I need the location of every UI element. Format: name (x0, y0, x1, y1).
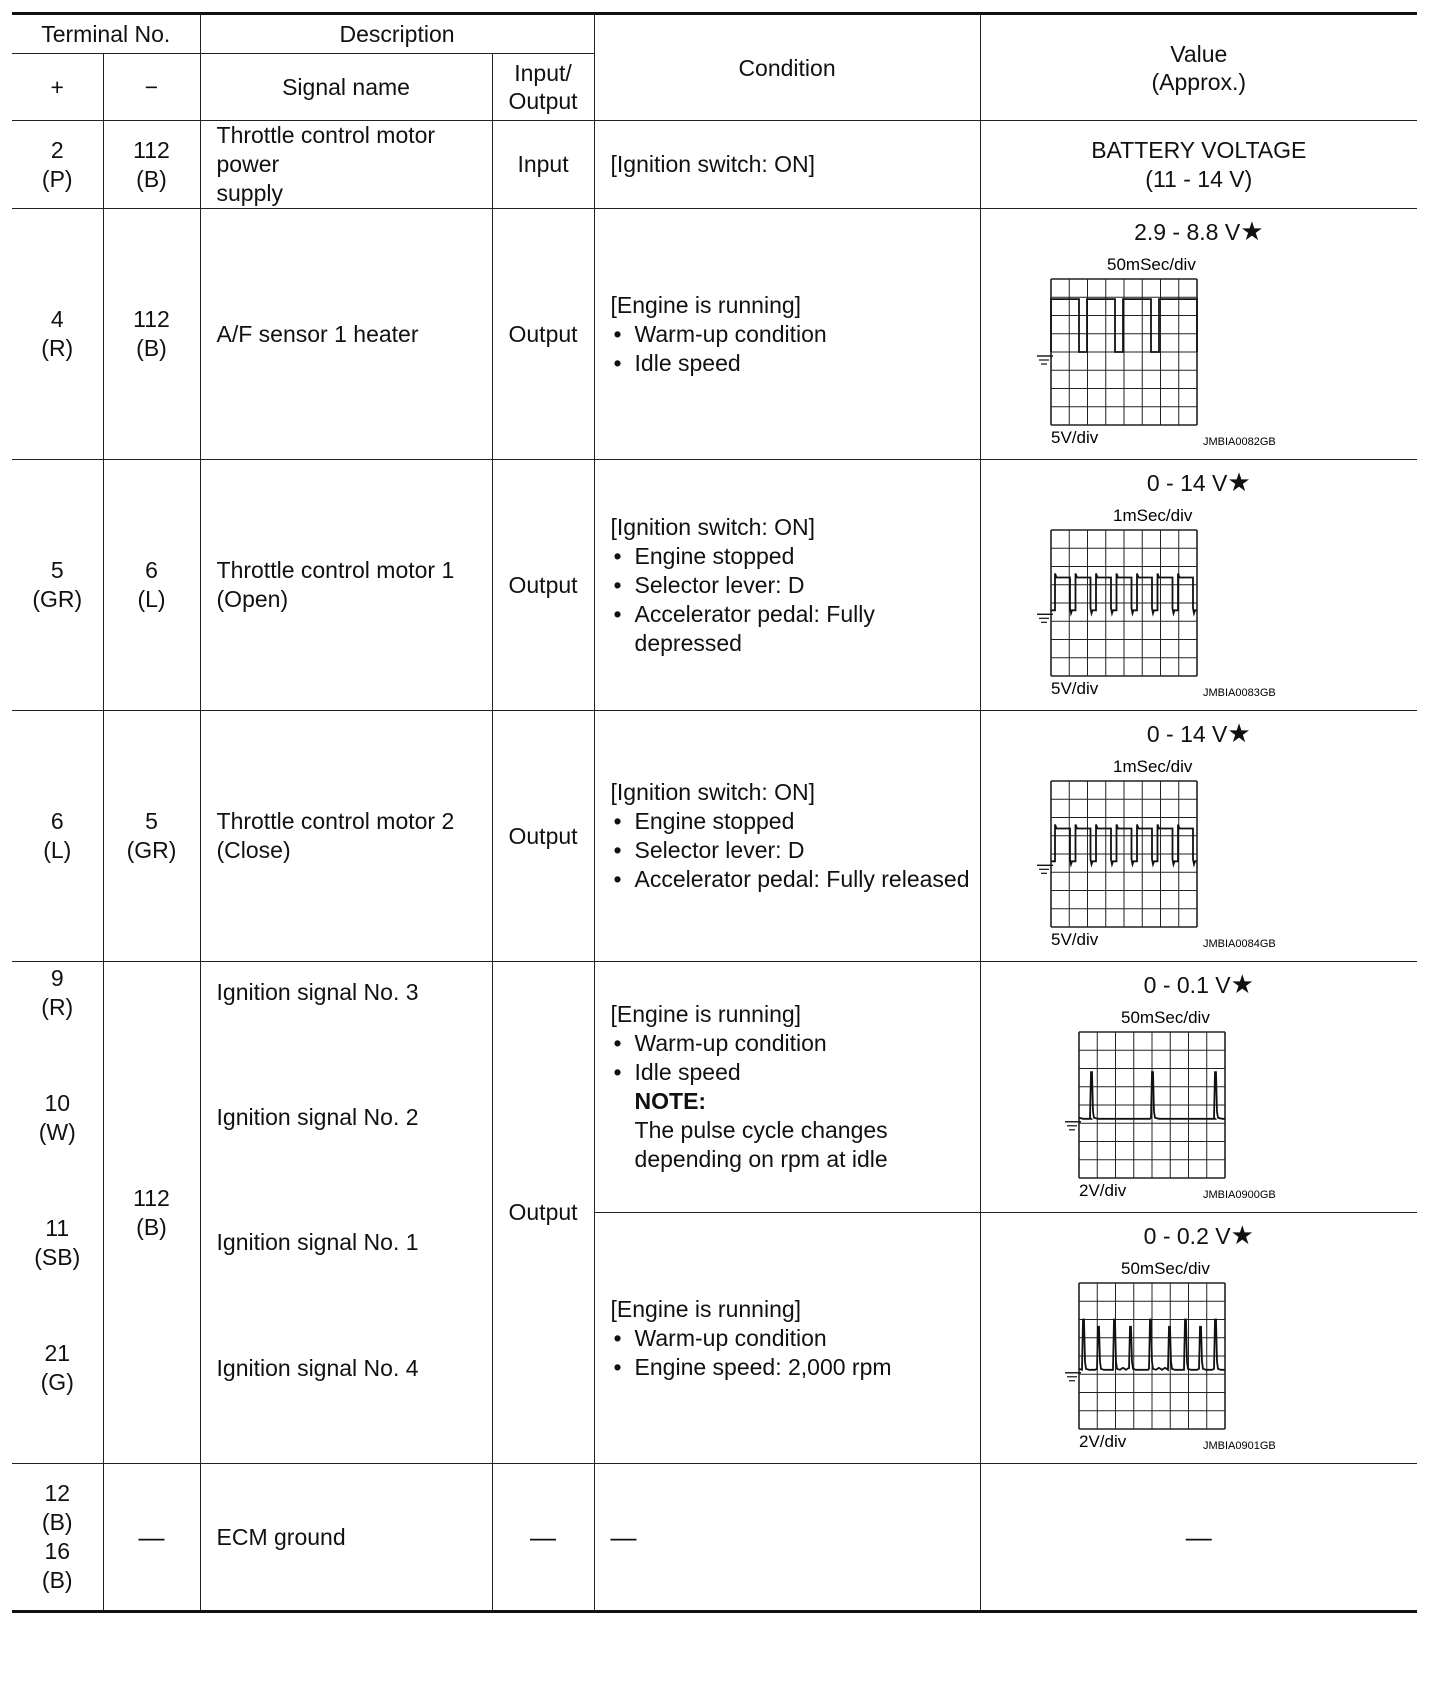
star-icon: ★ (1230, 969, 1254, 999)
io-value: Input (492, 121, 594, 209)
minus-terminal (103, 711, 200, 962)
figure-code: JMBIA0082GB (1202, 436, 1276, 448)
value-text: 0 - 0.2 V (1143, 1223, 1231, 1249)
condition-head: [Engine is running] (610, 291, 802, 318)
io-value: Output (492, 962, 594, 1464)
condition-head: [Engine is running] (610, 1001, 802, 1027)
condition-list (611, 1029, 974, 1087)
plus-terminal (12, 121, 103, 209)
oscilloscope-waveform (1057, 1257, 1319, 1452)
signal-name-line1: Throttle control motor 1 (216, 557, 455, 583)
condition (594, 711, 980, 962)
wire-color: (B) (41, 1567, 73, 1593)
terminal-number: 12 (44, 1480, 71, 1506)
condition-text: [Ignition switch: ON] (594, 121, 980, 209)
signal-name-line1: Throttle control motor power (216, 122, 436, 177)
wire-color: (W) (38, 1119, 76, 1145)
signal-name (200, 460, 492, 711)
table-row (12, 711, 1417, 962)
signal-name-line2: (Close) (216, 837, 291, 863)
terminal-number: 112 (133, 306, 170, 332)
signal-name: Ignition signal No. 3 (216, 979, 419, 1005)
condition-item: • Idle speed (611, 349, 974, 378)
note-label: NOTE: (634, 1088, 707, 1114)
value-label (981, 1221, 1418, 1251)
minus-terminal (103, 962, 200, 1464)
value-text: — (980, 1464, 1417, 1612)
star-icon: ★ (1240, 216, 1264, 246)
figure-code: JMBIA0084GB (1202, 938, 1276, 950)
signal-name-line2: (Open) (216, 586, 289, 612)
star-icon: ★ (1227, 718, 1251, 748)
wire-color: (L) (137, 586, 166, 612)
oscilloscope-waveform (1029, 504, 1291, 699)
value-header-line2: (Approx.) (1151, 68, 1247, 95)
terminal-item (12, 1089, 103, 1147)
condition-item: • Selector lever: D (611, 836, 974, 865)
io-header-line2: Output (508, 88, 578, 114)
value-cell (980, 1213, 1417, 1464)
oscilloscope-waveform (1057, 1006, 1319, 1201)
volt-div-label: 5V/div (1050, 930, 1098, 949)
value-cell (980, 711, 1417, 962)
minus-header: − (103, 54, 200, 121)
volt-div-label: 5V/div (1050, 428, 1098, 447)
condition-list (611, 320, 974, 378)
value-cell (980, 962, 1417, 1213)
condition-item: • Accelerator pedal: Fully released (611, 865, 974, 894)
graticule (1051, 781, 1197, 927)
value-line2: (11 - 14 V) (1145, 165, 1253, 192)
signal-name (200, 121, 492, 209)
io-header (492, 54, 594, 121)
signal-name-line2: supply (216, 180, 283, 206)
time-div-label: 50mSec/div (1120, 1259, 1210, 1278)
figure-code: JMBIA0900GB (1202, 1189, 1276, 1201)
value-label (981, 970, 1418, 1000)
condition (594, 460, 980, 711)
terminal-number: 5 (145, 808, 158, 834)
minus-terminal (103, 209, 200, 460)
wire-color: (GR) (126, 837, 177, 863)
star-icon: ★ (1227, 467, 1251, 497)
time-div-label: 50mSec/div (1106, 255, 1196, 274)
description-header: Description (200, 14, 594, 54)
wire-color: (G) (40, 1369, 74, 1395)
value-cell (980, 209, 1417, 460)
volt-div-label: 5V/div (1050, 679, 1098, 698)
condition (594, 209, 980, 460)
signal-name-header: Signal name (200, 54, 492, 121)
condition-item: • Engine speed: 2,000 rpm (611, 1353, 974, 1382)
wire-color: (B) (136, 165, 167, 192)
note-text: The pulse cycle changes depending on rpm at idle (634, 1117, 888, 1172)
wire-color: (GR) (32, 586, 83, 612)
plus-terminal (12, 209, 103, 460)
minus-terminal: — (103, 1464, 200, 1612)
volt-div-label: 2V/div (1078, 1181, 1126, 1200)
condition-item: • Idle speed (611, 1058, 974, 1087)
condition-item: • Warm-up condition (611, 1029, 974, 1058)
value-header-line1: Value (1170, 40, 1228, 67)
condition-item: • Warm-up condition (611, 320, 974, 349)
io-value: Output (492, 460, 594, 711)
wire-color: (R) (41, 994, 74, 1020)
value-label (981, 217, 1418, 247)
graticule (1051, 279, 1197, 425)
condition-head: [Ignition switch: ON] (610, 513, 816, 540)
terminal-number: 112 (133, 1184, 170, 1211)
value-text: 2.9 - 8.8 V (1134, 219, 1241, 245)
terminal-item (12, 1214, 103, 1272)
plus-header: + (12, 54, 103, 121)
wire-color: (SB) (34, 1244, 81, 1270)
signal-name: Ignition signal No. 4 (216, 1355, 419, 1381)
table-row (12, 209, 1417, 460)
figure-code: JMBIA0083GB (1202, 687, 1276, 699)
terminal-number: 21 (44, 1340, 71, 1366)
value-text: 0 - 14 V (1146, 721, 1228, 747)
terminal-number: 4 (50, 306, 64, 332)
terminal-number: 2 (50, 136, 64, 163)
condition-list (611, 542, 974, 658)
condition-text: — (594, 1464, 980, 1612)
io-header-line1: Input/ (514, 60, 572, 86)
value-header (980, 14, 1417, 121)
plus-terminal (12, 460, 103, 711)
value-cell (980, 460, 1417, 711)
terminal-number: 112 (133, 136, 170, 163)
io-value: Output (492, 209, 594, 460)
plus-terminal-group (12, 1464, 103, 1612)
condition-item: • Engine stopped (611, 807, 974, 836)
condition-item: • Selector lever: D (611, 571, 974, 600)
wire-color: (L) (43, 837, 72, 863)
wire-color: (B) (41, 1509, 73, 1535)
header-row-1 (12, 14, 1417, 54)
note (611, 1087, 974, 1174)
ecm-terminal-table (12, 12, 1417, 1613)
plus-terminal-group (12, 962, 103, 1464)
time-div-label: 1mSec/div (1112, 757, 1192, 776)
terminal-item (12, 964, 103, 1022)
terminal-number: 16 (44, 1538, 71, 1564)
terminal-number: 9 (50, 965, 64, 991)
spec-sheet (12, 12, 1417, 1613)
terminal-number: 10 (44, 1090, 71, 1116)
terminal-item (12, 1339, 103, 1397)
wire-color: (R) (41, 335, 74, 361)
signal-name-group (200, 962, 492, 1464)
value-line1: BATTERY VOLTAGE (1091, 136, 1307, 163)
condition-item: • Accelerator pedal: Fully depressed (611, 600, 974, 658)
plus-terminal (12, 711, 103, 962)
signal-name-line1: Throttle control motor 2 (216, 808, 455, 834)
value-text: 0 - 0.1 V (1143, 972, 1231, 998)
condition (594, 962, 980, 1213)
time-div-label: 50mSec/div (1120, 1008, 1210, 1027)
table-row (12, 121, 1417, 209)
wire-color: (P) (41, 165, 73, 192)
minus-terminal (103, 121, 200, 209)
waveform-trace (1079, 1072, 1225, 1119)
terminal-number: 6 (145, 557, 158, 583)
value-label (981, 468, 1418, 498)
table-row (12, 460, 1417, 711)
value-text (980, 121, 1417, 209)
terminal-number: 5 (50, 557, 64, 583)
signal-name: Ignition signal No. 2 (216, 1104, 419, 1130)
value-text: 0 - 14 V (1146, 470, 1228, 496)
condition-list (611, 807, 974, 894)
condition-head: [Engine is running] (610, 1295, 802, 1322)
wire-color: (B) (136, 335, 167, 361)
io-value: — (492, 1464, 594, 1612)
terminal-number: 11 (45, 1215, 70, 1241)
condition-head: [Ignition switch: ON] (610, 779, 816, 805)
io-value: Output (492, 711, 594, 962)
value-label (981, 719, 1418, 749)
waveform-trace (1079, 1320, 1225, 1370)
oscilloscope-waveform (1029, 253, 1291, 448)
signal-name (200, 711, 492, 962)
condition-item: • Warm-up condition (611, 1324, 974, 1353)
condition (594, 1213, 980, 1464)
condition-header: Condition (594, 14, 980, 121)
time-div-label: 1mSec/div (1112, 506, 1192, 525)
table-row (12, 962, 1417, 1213)
signal-name: ECM ground (200, 1464, 492, 1612)
table-row (12, 1464, 1417, 1612)
volt-div-label: 2V/div (1078, 1432, 1126, 1451)
signal-name: Ignition signal No. 1 (216, 1229, 419, 1255)
terminal-no-header: Terminal No. (12, 14, 200, 54)
oscilloscope-waveform (1029, 755, 1291, 950)
condition-item: • Engine stopped (611, 542, 974, 571)
signal-name: A/F sensor 1 heater (200, 209, 492, 460)
terminal-number: 6 (50, 808, 64, 834)
figure-code: JMBIA0901GB (1202, 1440, 1276, 1452)
star-icon: ★ (1230, 1220, 1254, 1250)
wire-color: (B) (136, 1213, 167, 1240)
minus-terminal (103, 460, 200, 711)
condition-list (611, 1324, 974, 1382)
graticule (1051, 530, 1197, 676)
